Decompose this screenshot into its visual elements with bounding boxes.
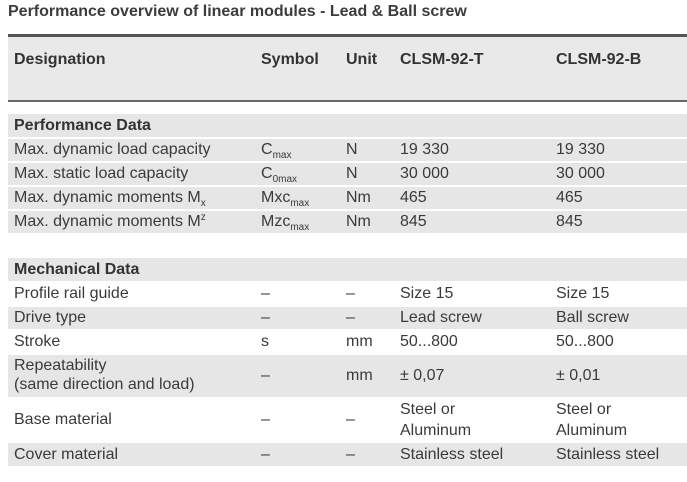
value-b-cell: 50...800 [556, 333, 614, 350]
unit-cell: – [346, 411, 355, 428]
value-t-cell: 30 000 [400, 165, 449, 182]
designation-cell: Max. dynamic moments $M_x$ [14, 189, 206, 209]
value-b-cell: 30 000 [556, 165, 605, 182]
designation-cell: Drive type [14, 309, 87, 326]
symbol-cell: Mzc$_{max}$ [261, 213, 310, 233]
designation-cell: Max. static load capacity [14, 165, 189, 182]
value-t-cell: 845 [400, 213, 427, 230]
symbol-cell: – [261, 285, 270, 302]
value-b-cell: Size 15 [556, 285, 610, 302]
mechanical-section-title: Mechanical Data [14, 261, 140, 278]
symbol-cell: – [261, 411, 270, 428]
header-clsm-92-b: CLSM-92-B [556, 51, 642, 68]
header-rule [8, 100, 687, 102]
designation-cell: Profile rail guide [14, 285, 129, 302]
designation-cell: Cover material [14, 446, 119, 463]
value-b-cell: ± 0,01 [556, 367, 601, 384]
unit-cell: N [346, 165, 358, 182]
designation-cell: Max. dynamic moments $M^z$ [14, 212, 206, 230]
value-b-cell: 19 330 [556, 141, 605, 158]
value-t-cell: 19 330 [400, 141, 449, 158]
value-t-cell: Size 15 [400, 285, 454, 302]
header-designation: Designation [14, 51, 106, 68]
symbol-cell: – [261, 367, 270, 384]
unit-cell: Nm [346, 213, 371, 230]
value-b-cell: Steel or [556, 401, 612, 418]
unit-cell: mm [346, 333, 373, 350]
performance-section-title: Performance Data [14, 117, 151, 134]
value-t-cell-line2: Aluminum [400, 422, 472, 439]
unit-cell: – [346, 309, 355, 326]
value-t-cell: ± 0,07 [400, 367, 445, 384]
designation-cell: Max. dynamic load capacity [14, 141, 211, 158]
page-title: Performance overview of linear modules - Lead & Ball screw [8, 3, 467, 20]
value-b-cell: Ball screw [556, 309, 629, 326]
value-b-cell-line2: Aluminum [556, 422, 628, 439]
symbol-cell: $C_{max}$ [261, 141, 292, 161]
designation-cell: Base material [14, 411, 112, 428]
unit-cell: – [346, 446, 355, 463]
header-clsm-92-t: CLSM-92-T [400, 51, 484, 68]
designation-cell: Repeatability [14, 357, 107, 374]
unit-cell: Nm [346, 189, 371, 206]
value-t-cell: 465 [400, 189, 427, 206]
unit-cell: mm [346, 367, 373, 384]
value-b-cell: 845 [556, 213, 583, 230]
symbol-cell: – [261, 309, 270, 326]
value-t-cell: Stainless steel [400, 446, 504, 463]
header-symbol: Symbol [261, 51, 319, 68]
value-t-cell: Lead screw [400, 309, 482, 326]
value-t-cell: Steel or [400, 401, 456, 418]
symbol-cell: $C_{0max}$ [261, 165, 298, 185]
symbol-cell: Mxc$_{max}$ [261, 189, 310, 209]
designation-cell-line2: (same direction and load) [14, 376, 195, 393]
symbol-cell: s [261, 333, 269, 350]
value-b-cell: 465 [556, 189, 583, 206]
designation-cell: Stroke [14, 333, 61, 350]
unit-cell: N [346, 141, 358, 158]
header-unit: Unit [346, 51, 378, 68]
value-t-cell: 50...800 [400, 333, 458, 350]
value-b-cell: Stainless steel [556, 446, 660, 463]
symbol-cell: – [261, 446, 270, 463]
unit-cell: – [346, 285, 355, 302]
